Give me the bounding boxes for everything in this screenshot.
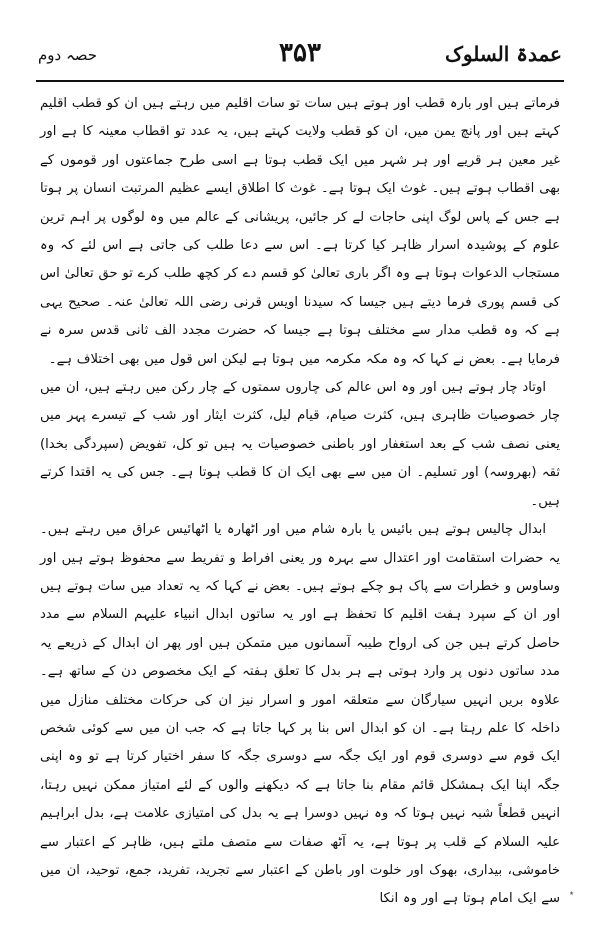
section-label: حصہ دوم bbox=[38, 46, 98, 64]
paragraph-autad: اوتاد چار ہوتے ہیں اور وہ اس عالم کی چاروں سمتوں کے چار رکن میں رہتے ہیں، ان میں چار خصوصیات ظاہری ہیں، کثرت صیام، قیام لیل، کثرت ایثار اور شب کے تیسرے پہر میں یعنی نصف شب کے بعد استغفار اور باطنی خصوصیات یہ ہیں تو کل، تفویض (سپردگی بخدا) ثقہ (بھروسہ) اور تسلیم۔ ان میں سے بھی ایک ان کا قطب ہوتا ہے۔ جس کی یہ اقتدا کرتے ہیں۔ bbox=[40, 380, 560, 509]
corner-mark: ٭ bbox=[569, 889, 574, 899]
running-title: عمدۃ السلوک bbox=[444, 42, 562, 66]
page-header bbox=[38, 36, 562, 76]
body-text bbox=[40, 90, 560, 914]
paragraph-aqtab-ghaus: فرماتے ہیں اور بارہ قطب اور ہوتے ہیں سات تو سات اقلیم میں رہتے ہیں ان کو قطب اقلیم کہتے ہیں اور پانچ یمن میں، ان کو قطب ولایت کہتے ہیں، یہ عدد تو اقطاب معینہ کا ہے اور غیر معین ہر قریے اور ہر شہر میں ایک قطب ہوتا ہے اسی طرح جماعتوں اور قوموں کے بھی اقطاب ہوتے ہیں۔ غوث ایک ہوتا ہے۔ غوث کا اطلاق ایسے عظیم المرتبت انسان پر ہوتا ہے جس کے پاس لوگ اپنی حاجات لے کر جائیں، پریشانی کے عالم میں وہ لوگوں پر اہم ترین علوم کے پوشیدہ اسرار ظاہر کیا کرتا ہے۔ اس سے دعا طلب کی جاتی ہے اس لئے کہ وہ مستجاب الدعوات ہوتا ہے وہ اگر باری تعالیٰ کو قسم دے کر کچھ طلب کرے تو حق تعالیٰ اس کی قسم پوری فرما دیتے ہیں جیسا کہ سیدنا اویس قرنی رضی اللہ تعالیٰ عنہ۔ صحیح یہی ہے کہ وہ قطب مدار سے مختلف ہوتا ہے جیسا کہ حضرت مجدد الف ثانی قدس سرہ نے فرمایا ہے۔ بعض نے کہا کہ وہ مکہ مکرمہ میں ہوتا ہے لیکن اس قول میں بھی اختلاف ہے۔ bbox=[40, 96, 560, 367]
header-divider bbox=[36, 80, 564, 82]
page-number: ۳۵۳ bbox=[279, 38, 321, 68]
paragraph-abdal: ابدال چالیس ہوتے ہیں بائیس یا بارہ شام میں اور اٹھارہ یا اٹھائیس عراق میں رہتے ہیں۔ یہ حضرات استقامت اور اعتدال سے بہرہ ور یعنی افراط و تفریط سے محفوظ ہوتے ہیں اور وساوس و خطرات سے پاک ہو چکے ہوتے ہیں۔ بعض نے کہا کہ یہ تعداد میں سات ہوتے ہیں اور ان کے سپرد ہفت اقلیم کا تحفظ ہے اور یہ ساتوں ابدال انبیاء علیہم السلام سے مدد حاصل کرتے ہیں جن کی ارواح طیبہ آسمانوں میں متمکن ہیں اور پھر ان ابدال کے ذریعے یہ مدد ساتوں دنوں پر وارد ہوتی ہے ہر بدل کا تعلق ہفتہ کے ایک مخصوص دن کے ساتھ ہے۔ علاوہ بریں انہیں سیارگان سے متعلقہ امور و اسرار نیز ان کی حرکات مختلف منازل میں داخلہ کا علم رہتا ہے۔ ان کو ابدال اس بنا پر کہا جاتا ہے کہ جب ان میں سے کوئی شخص ایک قوم سے دوسری قوم اور ایک جگہ سے دوسری جگہ کا سفر اختیار کرتا ہے تو وہ اپنی جگہ اپنا ایک ہمشکل قائم مقام بنا جاتا ہے کہ دیکھنے والوں کے لئے امتیاز ممکن نہیں رہتا، انہیں قطعاً شبہ نہیں ہوتا کہ وہ نہیں دوسرا ہے یہ بدل کی امتیازی علامت ہے، بدل ابراہیم علیہ السلام کے قلب پر ہوتا ہے، یہ آٹھ صفات سے متصف ملتے ہیں، ظاہر کے اعتبار سے خاموشی، بیداری، بھوک اور خلوت اور باطن کے اعتبار سے تجرید، تفرید، جمع، توحید، ان میں سے ایک امام ہوتا ہے اور وہ انکا bbox=[40, 522, 560, 907]
